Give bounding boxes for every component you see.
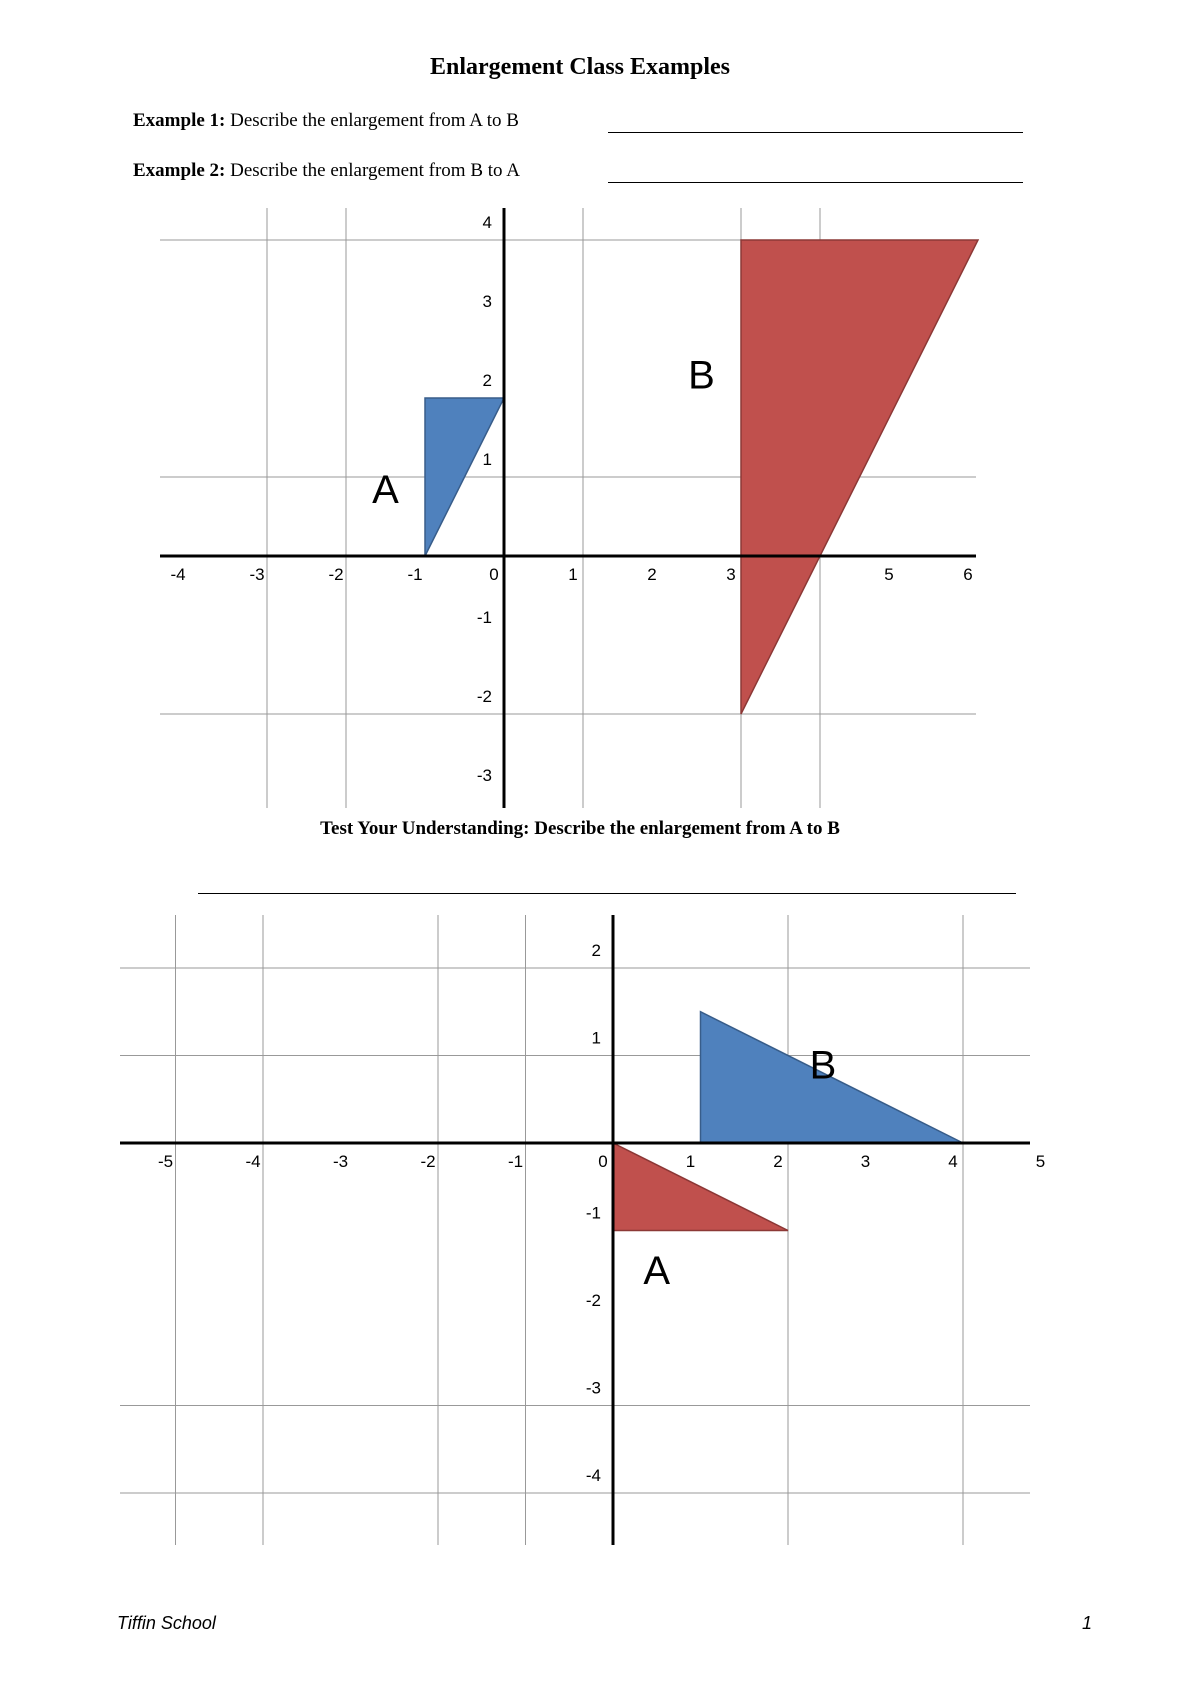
test-graph	[120, 915, 1046, 1545]
y-tick-label: -3	[585, 1378, 601, 1398]
x-tick-label: 5	[884, 565, 894, 584]
x-tick-label: -3	[332, 1152, 349, 1171]
x-tick-label: 0	[598, 1152, 608, 1171]
y-tick-labels	[477, 213, 492, 785]
x-tick-label: -5	[157, 1152, 174, 1171]
x-tick-label: 4	[948, 1152, 958, 1171]
x-tick-label: 2	[773, 1152, 783, 1171]
shape-label-a: A	[643, 1248, 671, 1293]
x-tick-label: -3	[249, 565, 265, 584]
footer-school: Tiffin School	[117, 1613, 216, 1633]
x-tick-label: -1	[507, 1152, 524, 1171]
y-tick-label: -4	[585, 1466, 601, 1485]
x-tick-label: 2	[647, 565, 657, 584]
y-tick-label: 3	[482, 292, 492, 311]
page-title: Enlargement Class Examples	[430, 54, 730, 80]
y-tick-label: -3	[476, 766, 492, 785]
y-tick-label: 2	[482, 371, 492, 390]
example-1-label: Example 1:	[133, 110, 226, 131]
x-tick-labels	[158, 1152, 1045, 1171]
y-tick-label: -2	[476, 687, 492, 706]
x-tick-label: -4	[170, 565, 186, 584]
example-2-answer-line[interactable]	[608, 182, 1023, 183]
x-tick-label: 1	[685, 1152, 696, 1171]
y-tick-label: 4	[482, 213, 492, 232]
y-tick-label: 1	[591, 1028, 601, 1048]
y-tick-label: -2	[585, 1291, 601, 1310]
grid-lines	[120, 915, 1030, 1545]
example-graph	[160, 208, 980, 808]
x-tick-label: -1	[407, 565, 423, 584]
example-1-text: Describe the enlargement from A to B	[230, 110, 519, 131]
y-tick-label: -1	[585, 1203, 601, 1223]
x-tick-labels	[170, 565, 972, 584]
x-tick-label: -2	[420, 1152, 436, 1171]
example-1	[133, 110, 519, 132]
y-tick-label: -1	[476, 608, 492, 627]
y-tick-label: 1	[482, 450, 492, 469]
x-tick-label: 1	[568, 565, 578, 584]
triangle-a	[613, 1143, 788, 1231]
y-tick-label: 2	[591, 941, 601, 960]
x-tick-label: 3	[726, 565, 736, 584]
x-tick-label: 0	[489, 565, 499, 584]
shape-label-b: B	[809, 1043, 837, 1088]
x-tick-label: 3	[860, 1152, 871, 1171]
example-2-label: Example 2:	[133, 160, 226, 181]
shape-label-a: A	[372, 467, 399, 512]
x-tick-label: -2	[328, 565, 344, 584]
shape-label-b: B	[688, 353, 715, 398]
example-2	[133, 160, 520, 182]
example-2-text: Describe the enlargement from B to A	[230, 160, 520, 181]
test-answer-line[interactable]	[198, 893, 1016, 894]
y-tick-labels	[586, 941, 601, 1485]
footer-page-number: 1	[1082, 1613, 1093, 1633]
example-1-answer-line[interactable]	[608, 132, 1023, 133]
test-your-understanding-heading: Test Your Understanding: Describe the enlargement from A to B	[320, 818, 840, 839]
x-tick-label: 6	[963, 565, 973, 584]
x-tick-label: -4	[245, 1152, 261, 1171]
x-tick-label: 5	[1035, 1152, 1046, 1171]
